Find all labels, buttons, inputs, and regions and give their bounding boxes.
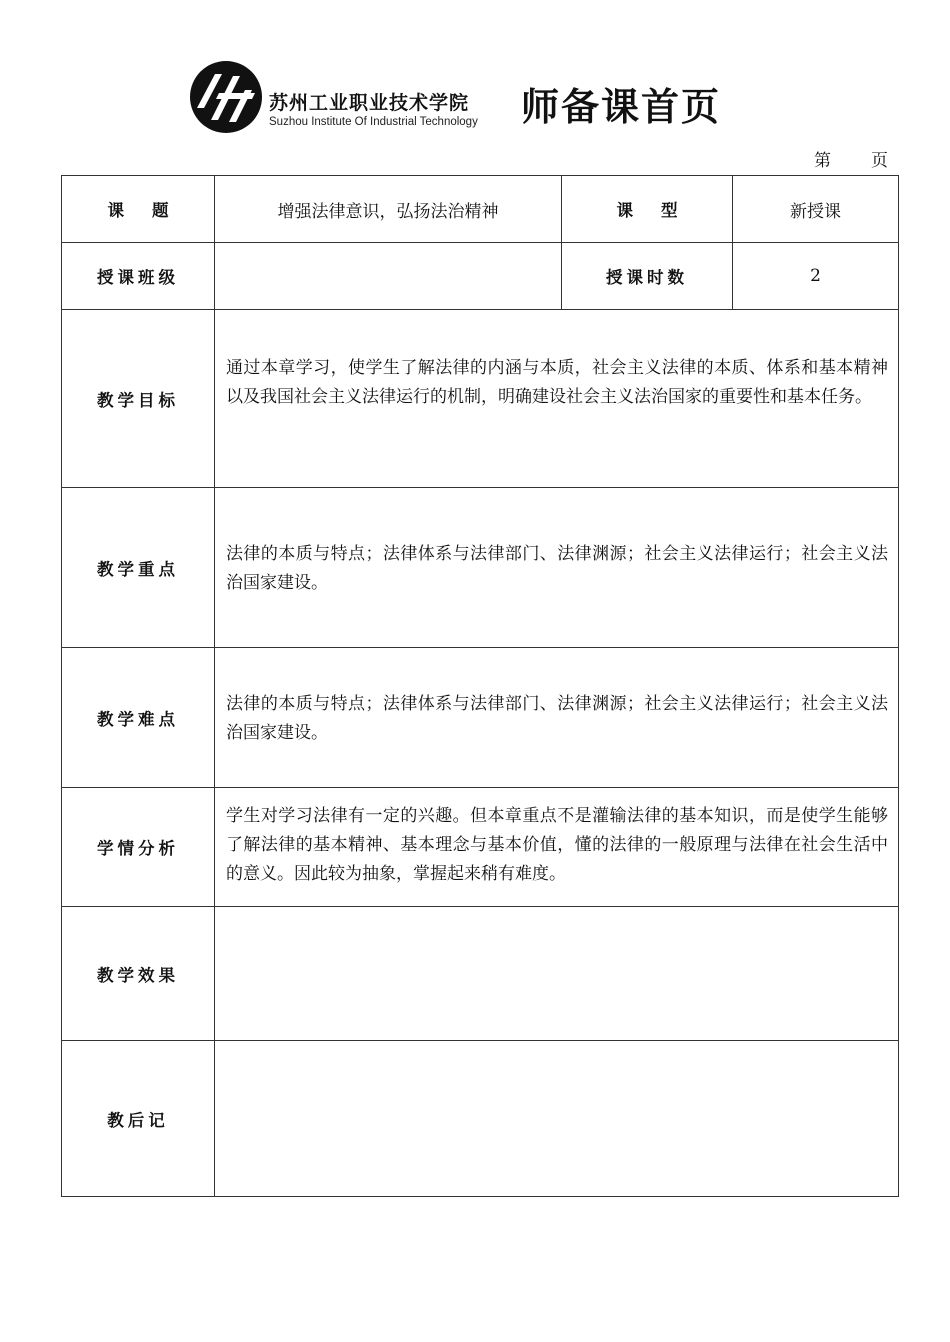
table-row bbox=[62, 243, 899, 310]
topic-value: 增强法律意识，弘扬法治精神 bbox=[215, 176, 562, 243]
keypoints-label: 教学重点 bbox=[62, 488, 215, 648]
difficulties-text: 法律的本质与特点；法律体系与法律部门、法律渊源；社会主义法律运行；社会主义法治国家建设。 bbox=[215, 648, 899, 788]
postnotes-label: 教后记 bbox=[62, 1041, 215, 1197]
hours-value: 2 bbox=[733, 243, 899, 310]
type-label: 课型 bbox=[562, 176, 733, 243]
table-row bbox=[62, 788, 899, 907]
school-name-en: Suzhou Institute Of Industrial Technology bbox=[269, 116, 478, 128]
table-row bbox=[62, 907, 899, 1041]
type-value: 新授课 bbox=[733, 176, 899, 243]
analysis-label: 学情分析 bbox=[62, 788, 215, 907]
effect-label: 教学效果 bbox=[62, 907, 215, 1041]
table-row bbox=[62, 176, 899, 243]
page-title: 师备课首页 bbox=[521, 85, 722, 129]
school-name-cn: 苏州工业职业技术学院 bbox=[269, 92, 470, 114]
lesson-plan-table bbox=[61, 175, 899, 1197]
page-number-line bbox=[814, 146, 888, 171]
table-row bbox=[62, 1041, 899, 1197]
objective-label: 教学目标 bbox=[62, 310, 215, 488]
objective-text: 通过本章学习，使学生了解法律的内涵与本质，社会主义法律的本质、体系和基本精神以及我国社会主义法律运行的机制，明确建设社会主义法治国家的重要性和基本任务。 bbox=[215, 310, 899, 488]
hours-label: 授课时数 bbox=[562, 243, 733, 310]
page-header bbox=[185, 56, 745, 136]
keypoints-text: 法律的本质与特点；法律体系与法律部门、法律渊源；社会主义法律运行；社会主义法治国家建设。 bbox=[215, 488, 899, 648]
effect-text bbox=[215, 907, 899, 1041]
topic-label: 课题 bbox=[62, 176, 215, 243]
class-label: 授课班级 bbox=[62, 243, 215, 310]
difficulties-label: 教学难点 bbox=[62, 648, 215, 788]
school-emblem-icon bbox=[189, 60, 263, 134]
analysis-text: 学生对学习法律有一定的兴趣。但本章重点不是灌输法律的基本知识，而是使学生能够了解法律的基本精神、基本理念与基本价值，懂的法律的一般原理与法律在社会生活中的意义。因此较为抽象，掌握起来稍有难度。 bbox=[215, 788, 899, 907]
table-row bbox=[62, 488, 899, 648]
page-number-label-right: 页 bbox=[871, 151, 888, 171]
class-value bbox=[215, 243, 562, 310]
postnotes-text bbox=[215, 1041, 899, 1197]
table-row bbox=[62, 648, 899, 788]
page-number-label-left: 第 bbox=[814, 151, 831, 171]
table-row bbox=[62, 310, 899, 488]
